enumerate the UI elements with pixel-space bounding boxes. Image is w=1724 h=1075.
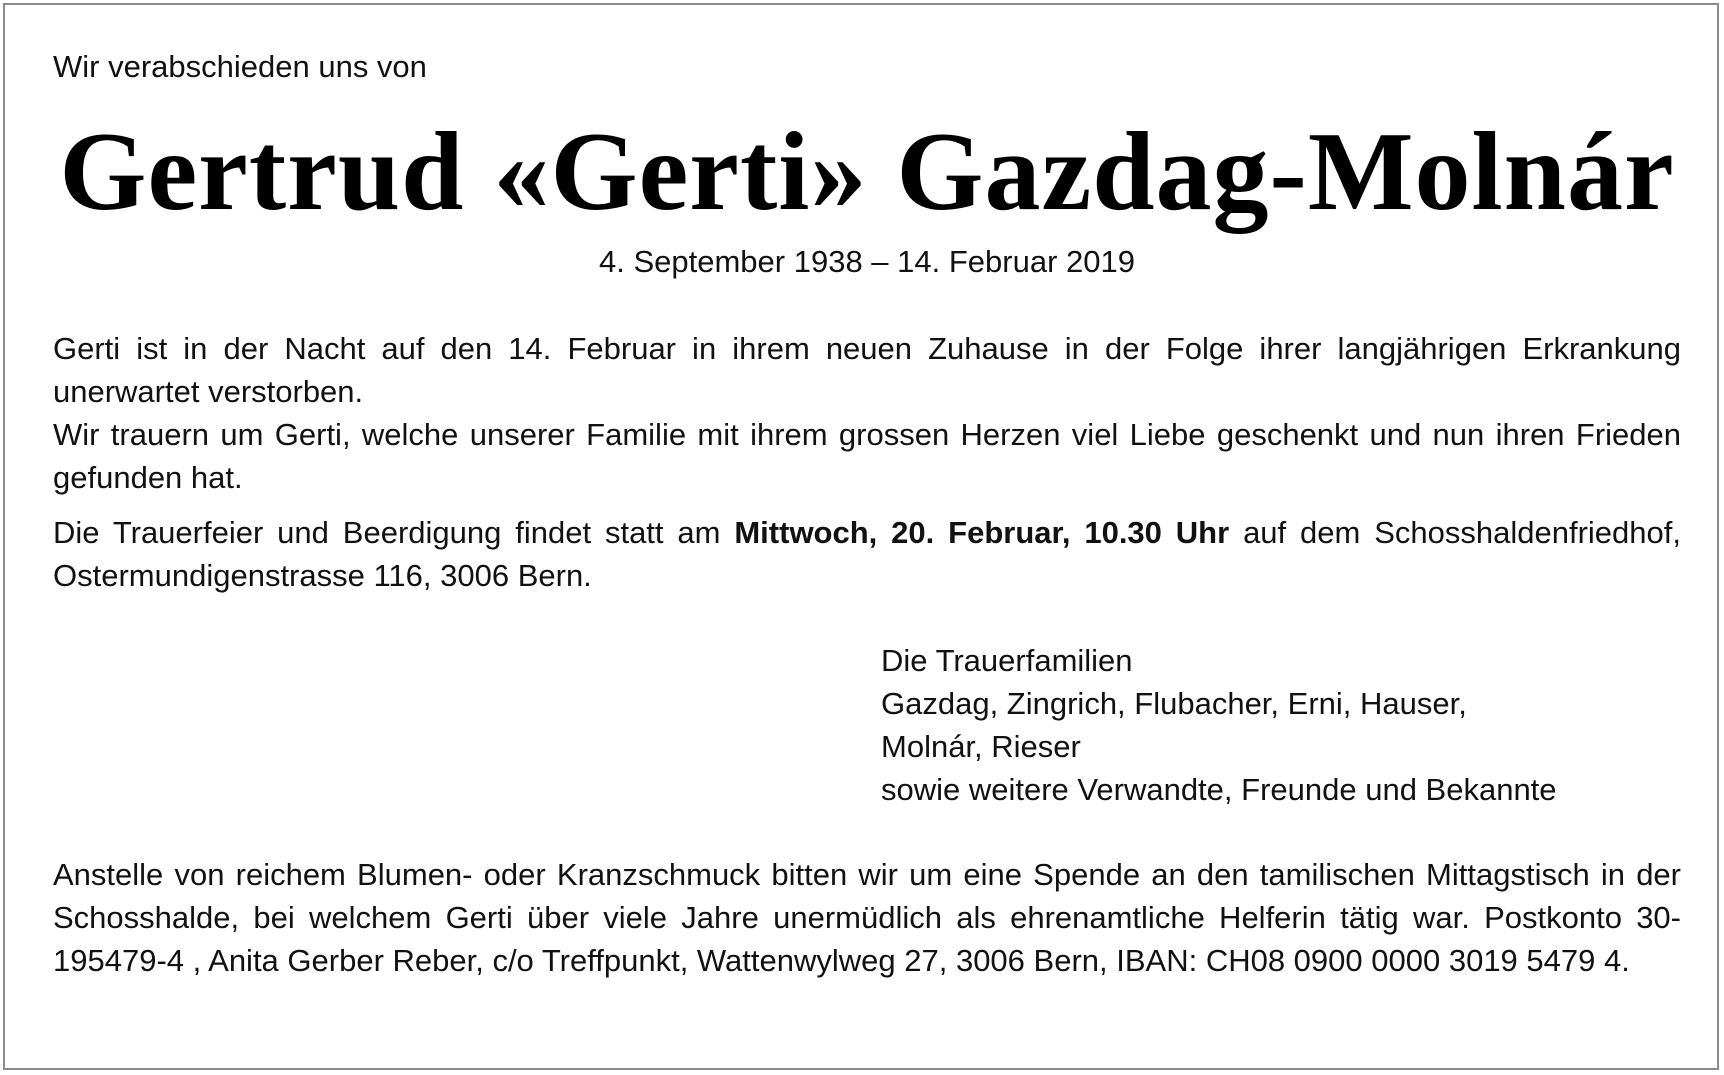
signature-line: sowie weitere Verwandte, Freunde und Bekannte [881, 772, 1557, 807]
funeral-details-paragraph [53, 511, 1681, 597]
deceased-name: Gertrud «Gerti» Gazdag-Molnár [59, 110, 1675, 234]
life-dates: 4. September 1938 – 14. Februar 2019 [599, 244, 1135, 279]
notice-content [53, 45, 1681, 982]
donation-paragraph: Anstelle von reichem Blumen- oder Kranzschmuck bitten wir um eine Spende an den tamilischen Mittagstisch in der Schosshalde, bei welchem Gerti über viele Jahre unermüdlich als ehrenamtliche Helferin tätig war. Postkonto 30-195479-4 , Anita Gerber Reber, c/o Treffpunkt, Wattenwylweg 27, 3006 Bern, IBAN: CH08 0900 0000 3019 5479 4. [53, 857, 1681, 978]
death-announcement-paragraph: Gerti ist in der Nacht auf den 14. Februar in ihrem neuen Zuhause in der Folge ihrer langjährigen Erkrankung unerwartet verstorben. [53, 331, 1681, 409]
funeral-details-intro: Die Trauerfeier und Beerdigung findet statt am [53, 515, 735, 550]
signature-line: Molnár, Rieser [881, 729, 1081, 764]
signature-line: Gazdag, Zingrich, Flubacher, Erni, Hauser, [881, 686, 1467, 721]
funeral-date-time: Mittwoch, 20. Februar, 10.30 Uhr [734, 515, 1230, 550]
obituary-notice [3, 3, 1719, 1070]
intro-line: Wir verabschieden uns von [53, 49, 427, 84]
family-signature [881, 639, 1681, 811]
signature-line: Die Trauerfamilien [881, 643, 1133, 678]
funeral-location: auf dem Schosshaldenfriedhof, Ostermundigenstrasse 116, 3006 Bern. [53, 515, 1681, 593]
mourning-paragraph: Wir trauern um Gerti, welche unserer Familie mit ihrem grossen Herzen viel Liebe geschenkt und nun ihren Frieden gefunden hat. [53, 417, 1681, 495]
